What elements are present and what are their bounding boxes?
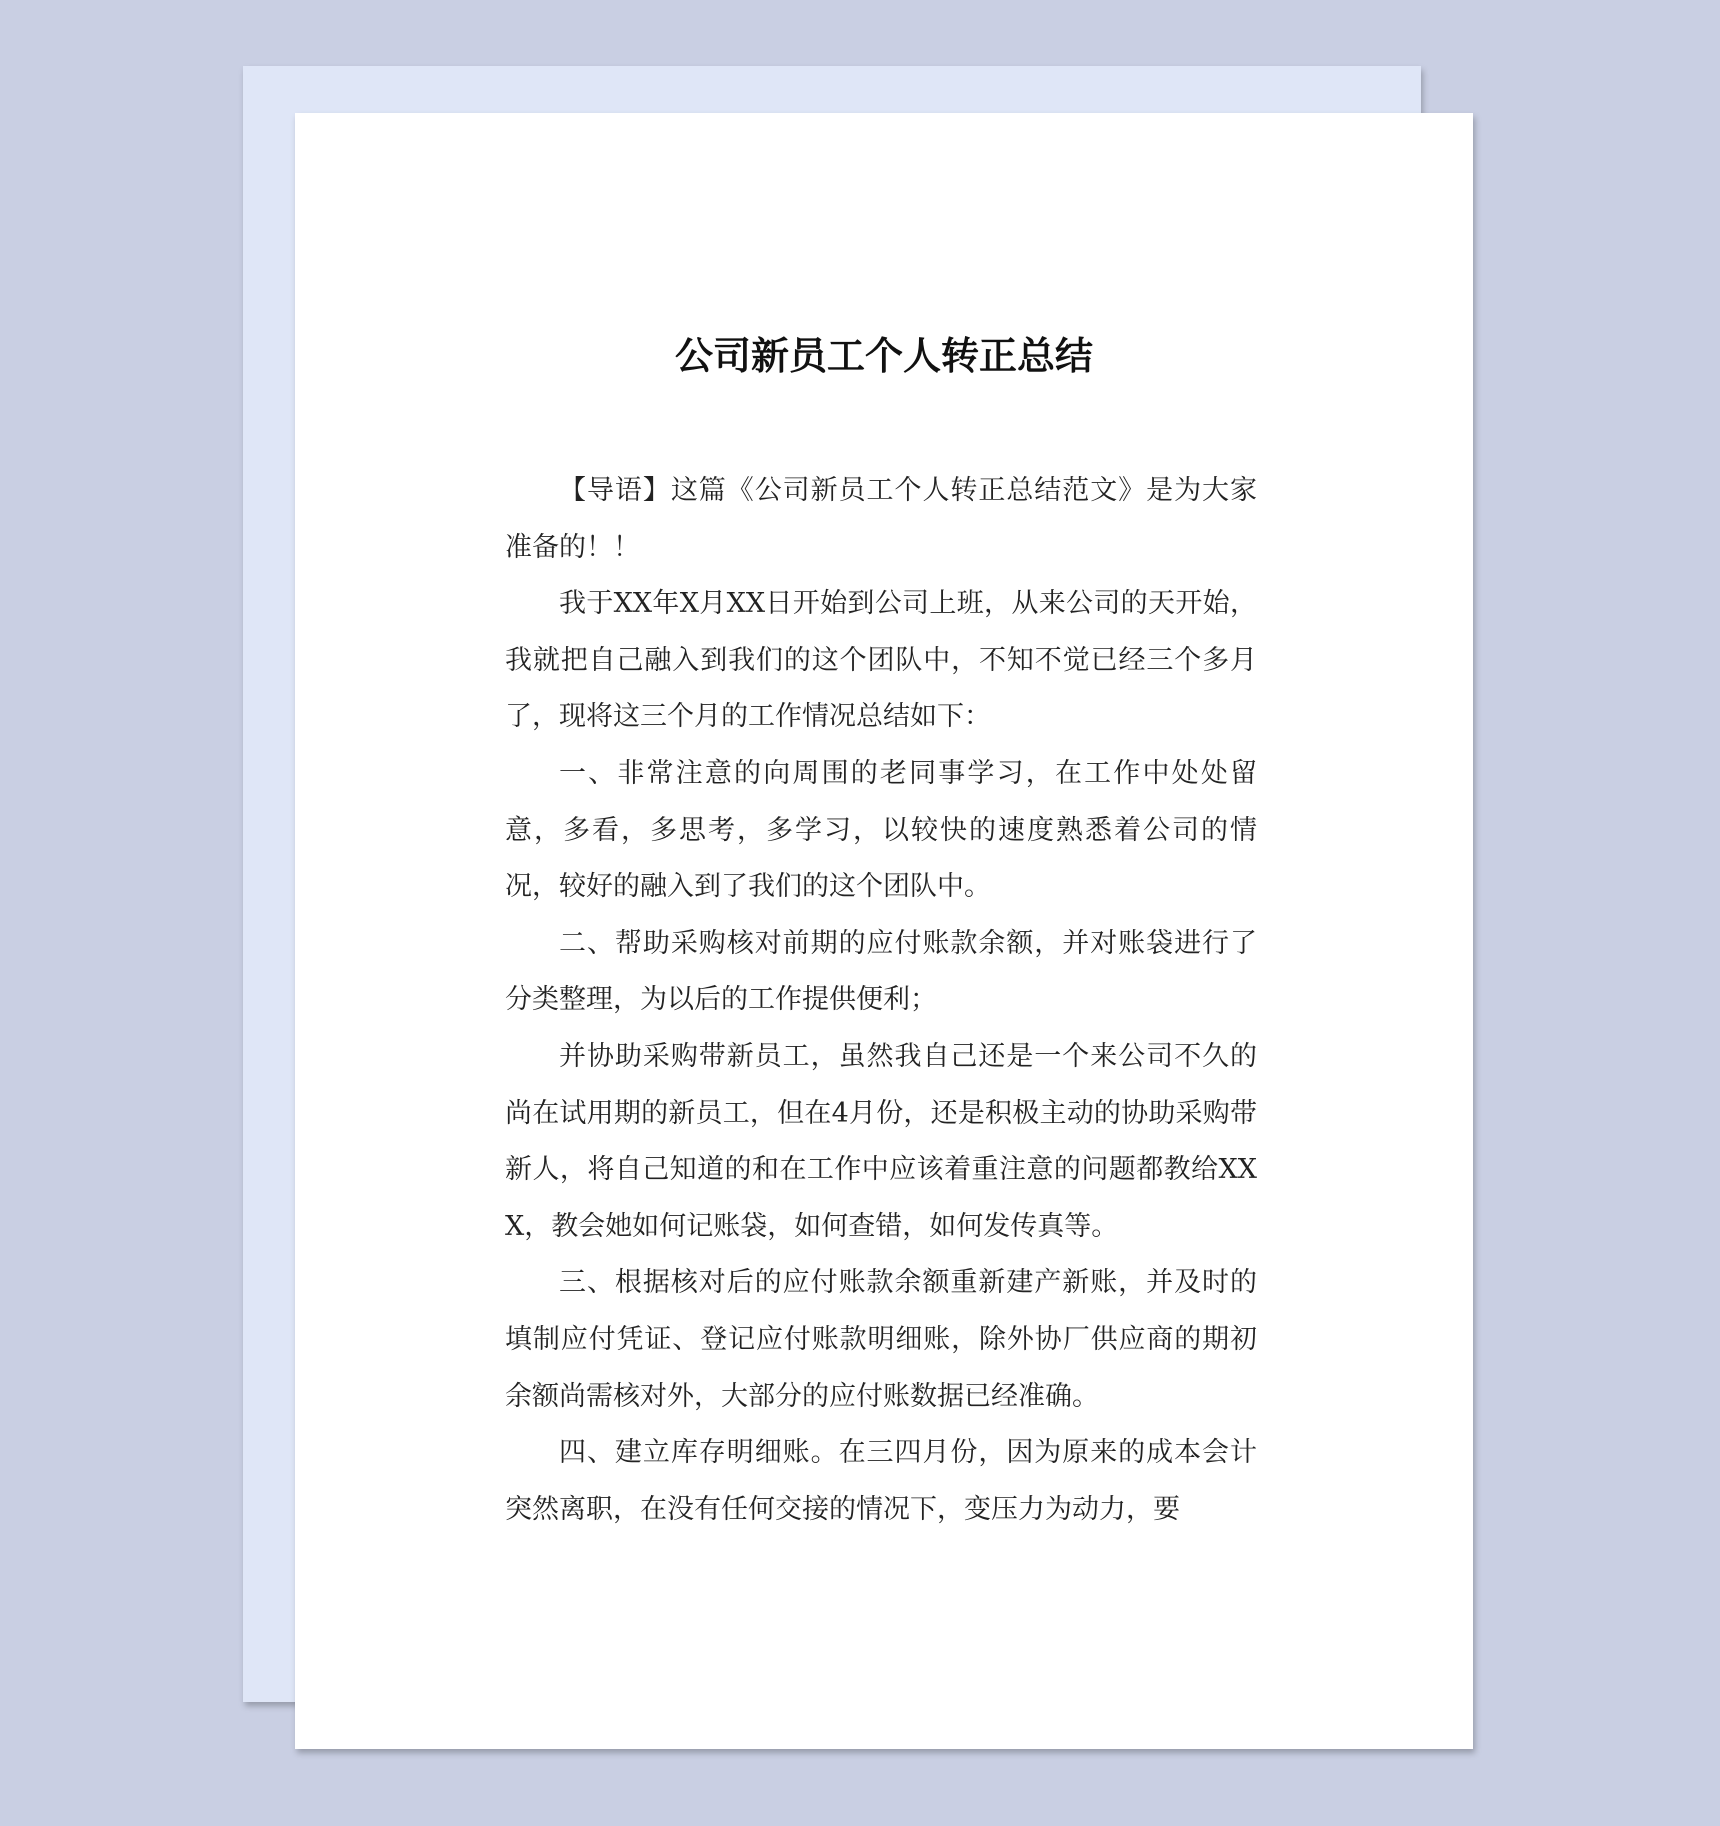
paragraph-opening: 我于XX年X月XX日开始到公司上班，从来公司的天开始，我就把自己融入到我们的这个团队中，不知不觉已经三个多月了，现将这三个月的工作情况总结如下： <box>505 588 1257 733</box>
paragraph-item-4: 四、建立库存明细账。在三四月份，因为原来的成本会计突然离职，在没有任何交接的情况下，变压力为动力，要 <box>505 1437 1257 1525</box>
paragraph-intro: 【导语】这篇《公司新员工个人转正总结范文》是为大家准备的！！ <box>505 475 1257 563</box>
paragraph-item-1: 一、非常注意的向周围的老同事学习，在工作中处处留意，多看，多思考，多学习，以较快的速度熟悉着公司的情况，较好的融入到了我们的这个团队中。 <box>505 757 1257 903</box>
paragraph-item-2: 二、帮助采购核对前期的应付账款余额，并对账袋进行了分类整理，为以后的工作提供便利； <box>505 927 1257 1016</box>
document-page <box>295 113 1473 1749</box>
document-title: 公司新员工个人转正总结 <box>674 334 1093 378</box>
paragraph-item-2-cont: 并协助采购带新员工，虽然我自己还是一个来公司不久的尚在试用期的新员工，但在4月份，还是积极主动的协助采购带新人，将自己知道的和在工作中应该着重注意的问题都教给XXX，教会她如何记账袋，如何查错，如何发传真等。 <box>505 1040 1257 1242</box>
paragraph-item-3: 三、根据核对后的应付账款余额重新建产新账，并及时的填制应付凭证、登记应付账款明细账，除外协厂供应商的期初余额尚需核对外，大部分的应付账数据已经准确。 <box>505 1267 1257 1412</box>
document-body <box>505 463 1257 1538</box>
